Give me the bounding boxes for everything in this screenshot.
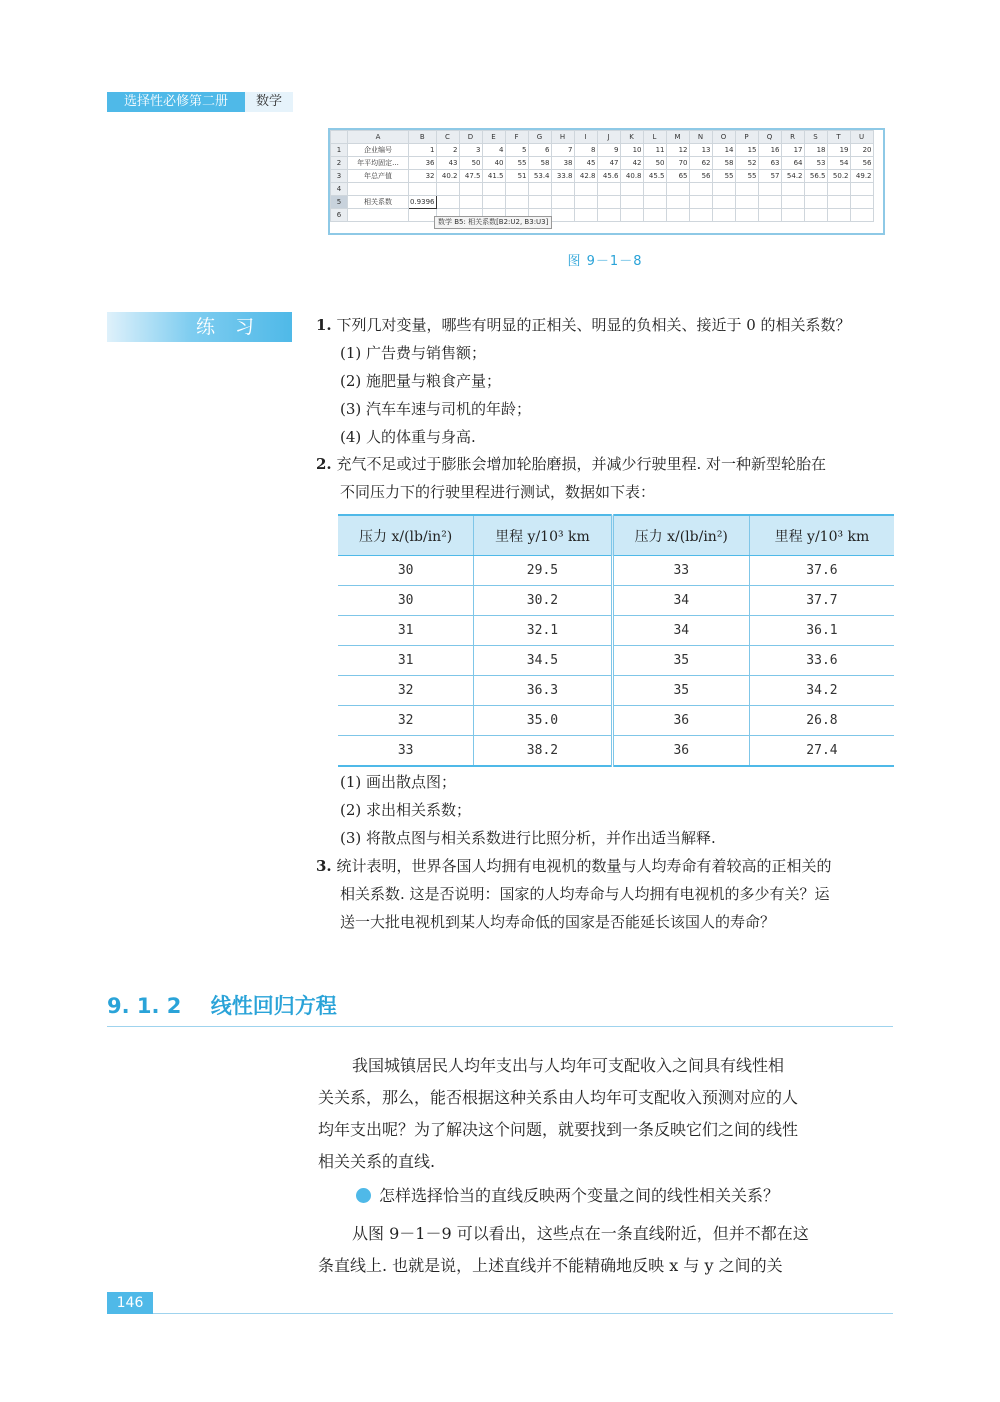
q2-line-1 xyxy=(316,450,826,478)
q3-text-1: 统计表明，世界各国人均拥有电视机的数量与人均寿命有着较高的正相关的 xyxy=(336,857,832,875)
pressure-cell: 36 xyxy=(612,736,749,767)
sheet-cell xyxy=(528,196,551,209)
sheet-cell: 15 xyxy=(735,144,758,157)
sheet-cell: 9 xyxy=(597,144,620,157)
guiding-question xyxy=(356,1180,779,1212)
sheet-cell: 47 xyxy=(597,157,620,170)
sheet-cell: 49.2 xyxy=(850,170,873,183)
sheet-cell: 42.8 xyxy=(574,170,597,183)
sheet-cell: 14 xyxy=(712,144,735,157)
sheet-cell: 7 xyxy=(551,144,574,157)
sheet-cell: 52 xyxy=(735,157,758,170)
pressure-cell: 34 xyxy=(612,586,749,616)
sheet-cell xyxy=(712,209,735,222)
q3-text-3: 送一大批电视机到某人均寿命低的国家是否能延长该国人的寿命？ xyxy=(340,913,776,931)
sheet-cell: 51 xyxy=(505,170,528,183)
header-subject: 数学 xyxy=(245,92,293,112)
para1-line-1: 我国城镇居民人均年支出与人均年可支配收入之间具有线性相 xyxy=(352,1056,785,1075)
sheet-cell xyxy=(712,183,735,196)
q3-number: 3. xyxy=(316,857,332,875)
mileage-cell: 38.2 xyxy=(474,736,612,767)
sheet-cell: 56 xyxy=(689,170,712,183)
sheet-cell: 6 xyxy=(528,144,551,157)
q1-line xyxy=(316,311,851,339)
q1-item-2: (2) 施肥量与粮食产量； xyxy=(340,372,502,390)
sheet-cell xyxy=(643,196,666,209)
pressure-cell: 30 xyxy=(338,586,474,616)
header-pressure-2: 压力 x/(lb/in²) xyxy=(612,515,749,556)
sheet-cell: 32 xyxy=(409,170,437,183)
sheet-col-header: P xyxy=(735,131,758,144)
sheet-col-header: U xyxy=(850,131,873,144)
sheet-cell xyxy=(482,183,505,196)
q1-text: 下列几对变量，哪些有明显的正相关、明显的负相关、接近于 0 的相关系数？ xyxy=(336,316,851,334)
sheet-col-header: N xyxy=(689,131,712,144)
sheet-cell: 50 xyxy=(459,157,482,170)
exercise-label-text: 练习 xyxy=(195,316,274,338)
sheet-cell xyxy=(735,196,758,209)
sheet-cell: 50.2 xyxy=(827,170,850,183)
mileage-cell: 36.1 xyxy=(749,616,894,646)
sheet-cell: 53.4 xyxy=(528,170,551,183)
sheet-cell xyxy=(620,209,643,222)
sheet-cell xyxy=(666,209,689,222)
section-heading xyxy=(107,990,337,1020)
sheet-cell xyxy=(409,209,437,222)
sheet-row-label xyxy=(348,183,409,196)
sheet-col-header: S xyxy=(804,131,827,144)
q2-number: 2. xyxy=(316,455,332,473)
sheet-cell: 1 xyxy=(409,144,437,157)
sheet-row-label: 年总产值 xyxy=(348,170,409,183)
sheet-cell xyxy=(505,196,528,209)
sheet-cell: 10 xyxy=(620,144,643,157)
sheet-col-header: G xyxy=(528,131,551,144)
sheet-cell xyxy=(689,183,712,196)
sheet-col-header: I xyxy=(574,131,597,144)
sheet-cell xyxy=(666,183,689,196)
sheet-cell: 54 xyxy=(827,157,850,170)
sheet-cell xyxy=(666,196,689,209)
sheet-cell: 12 xyxy=(666,144,689,157)
sheet-col-header: K xyxy=(620,131,643,144)
figure-caption: 图 9－1－8 xyxy=(567,254,643,269)
sheet-cell xyxy=(781,209,804,222)
page-number: 146 xyxy=(107,1292,153,1314)
sheet-cell xyxy=(459,183,482,196)
sheet-cell: 4 xyxy=(482,144,505,157)
para1-line-2: 关关系，那么，能否根据这种关系由人均年可支配收入预测对应的人 xyxy=(318,1088,799,1107)
sheet-cell xyxy=(482,196,505,209)
sheet-cell xyxy=(758,209,781,222)
sheet-row-label: 企业编号 xyxy=(348,144,409,157)
table-row xyxy=(338,616,894,646)
mileage-cell: 37.7 xyxy=(749,586,894,616)
spreadsheet-table xyxy=(330,130,874,222)
sheet-col-header xyxy=(331,131,348,144)
mileage-cell: 26.8 xyxy=(749,706,894,736)
sheet-cell: 18 xyxy=(804,144,827,157)
q2-item-1: (1) 画出散点图； xyxy=(340,773,457,791)
sheet-cell: 40.2 xyxy=(436,170,459,183)
mileage-cell: 32.1 xyxy=(474,616,612,646)
sheet-col-header: C xyxy=(436,131,459,144)
sheet-col-header: L xyxy=(643,131,666,144)
sheet-cell xyxy=(689,196,712,209)
mileage-cell: 36.3 xyxy=(474,676,612,706)
pressure-cell: 36 xyxy=(612,706,749,736)
q3-line-1 xyxy=(316,852,831,880)
mileage-cell: 34.5 xyxy=(474,646,612,676)
sheet-cell xyxy=(551,209,574,222)
sheet-col-header: R xyxy=(781,131,804,144)
table-row xyxy=(338,736,894,767)
sheet-cell: 17 xyxy=(781,144,804,157)
header-mileage-2: 里程 y/10³ km xyxy=(749,515,894,556)
sheet-cell xyxy=(409,183,437,196)
sheet-row-label: 相关系数 xyxy=(348,196,409,209)
mileage-cell: 27.4 xyxy=(749,736,894,767)
sheet-cell xyxy=(827,209,850,222)
mileage-cell: 35.0 xyxy=(474,706,612,736)
sheet-cell: 20 xyxy=(850,144,873,157)
pressure-cell: 31 xyxy=(338,646,474,676)
sheet-cell: 50 xyxy=(643,157,666,170)
sheet-cell xyxy=(804,209,827,222)
para2-line-2: 条直线上. 也就是说，上述直线并不能精确地反映 x 与 y 之间的关 xyxy=(318,1256,783,1275)
q1-number: 1. xyxy=(316,316,332,334)
sheet-cell: 5 xyxy=(505,144,528,157)
footer-divider xyxy=(153,1313,893,1314)
q2-item-2: (2) 求出相关系数； xyxy=(340,801,472,819)
sheet-cell: 19 xyxy=(827,144,850,157)
table-row xyxy=(338,706,894,736)
sheet-col-header: H xyxy=(551,131,574,144)
sheet-row-label xyxy=(348,209,409,222)
pressure-cell: 35 xyxy=(612,646,749,676)
section-number: 9. 1. 2 xyxy=(107,994,182,1018)
sheet-cell: 38 xyxy=(551,157,574,170)
sheet-cell: 58 xyxy=(712,157,735,170)
pressure-cell: 33 xyxy=(338,736,474,767)
section-divider xyxy=(107,1026,893,1027)
exercise-label xyxy=(107,312,292,342)
sheet-cell xyxy=(804,196,827,209)
sheet-cell xyxy=(735,209,758,222)
sheet-cell: 55 xyxy=(505,157,528,170)
pressure-cell: 31 xyxy=(338,616,474,646)
sheet-cell: 55 xyxy=(735,170,758,183)
pressure-cell: 30 xyxy=(338,556,474,586)
sheet-cell xyxy=(574,183,597,196)
table-row xyxy=(338,556,894,586)
bullet-dot-icon xyxy=(356,1188,371,1203)
sheet-cell: 8 xyxy=(574,144,597,157)
sheet-cell xyxy=(528,183,551,196)
q2-text-1: 充气不足或过于膨胀会增加轮胎磨损，并减少行驶里程. 对一种新型轮胎在 xyxy=(336,455,826,473)
sheet-col-header: E xyxy=(482,131,505,144)
table-row xyxy=(338,676,894,706)
sheet-cell: 41.5 xyxy=(482,170,505,183)
pressure-cell: 33 xyxy=(612,556,749,586)
para1-line-3: 均年支出呢？为了解决这个问题，就要找到一条反映它们之间的线性 xyxy=(318,1120,799,1139)
sheet-cell xyxy=(597,209,620,222)
sheet-cell: 36 xyxy=(409,157,437,170)
sheet-col-header: B xyxy=(409,131,437,144)
sheet-col-header: O xyxy=(712,131,735,144)
sheet-cell xyxy=(850,209,873,222)
sheet-cell xyxy=(551,196,574,209)
sheet-cell xyxy=(827,196,850,209)
mileage-cell: 33.6 xyxy=(749,646,894,676)
sheet-cell: 70 xyxy=(666,157,689,170)
sheet-cell: 40 xyxy=(482,157,505,170)
sheet-col-header: M xyxy=(666,131,689,144)
sheet-cell xyxy=(436,196,459,209)
sheet-cell xyxy=(643,183,666,196)
sheet-cell xyxy=(781,196,804,209)
sheet-cell xyxy=(459,196,482,209)
formula-tooltip: 数学 B5: 相关系数[B2:U2, B3:U3] xyxy=(434,216,552,229)
mileage-cell: 30.2 xyxy=(474,586,612,616)
para2-line-1: 从图 9－1－9 可以看出，这些点在一条直线附近，但并不都在这 xyxy=(352,1224,809,1243)
sheet-cell xyxy=(505,183,528,196)
sheet-row-header: 1 xyxy=(331,144,348,157)
sheet-cell: 0.9396 xyxy=(409,196,437,209)
sheet-cell: 3 xyxy=(459,144,482,157)
sheet-cell: 57 xyxy=(758,170,781,183)
sheet-cell: 42 xyxy=(620,157,643,170)
sheet-cell xyxy=(758,196,781,209)
pressure-cell: 35 xyxy=(612,676,749,706)
sheet-cell xyxy=(597,183,620,196)
pressure-cell: 32 xyxy=(338,706,474,736)
sheet-col-header: J xyxy=(597,131,620,144)
sheet-col-header: T xyxy=(827,131,850,144)
sheet-cell xyxy=(574,196,597,209)
sheet-cell xyxy=(689,209,712,222)
sheet-cell xyxy=(436,183,459,196)
sheet-row-header: 5 xyxy=(331,196,348,209)
sheet-cell: 43 xyxy=(436,157,459,170)
sheet-cell: 56 xyxy=(850,157,873,170)
sheet-cell: 53 xyxy=(804,157,827,170)
sheet-cell: 45.6 xyxy=(597,170,620,183)
sheet-col-header: F xyxy=(505,131,528,144)
mileage-cell: 37.6 xyxy=(749,556,894,586)
sheet-row-header: 4 xyxy=(331,183,348,196)
sheet-cell xyxy=(850,183,873,196)
pressure-cell: 32 xyxy=(338,676,474,706)
header-book: 选择性必修第二册 xyxy=(107,92,245,112)
guiding-question-text: 怎样选择恰当的直线反映两个变量之间的线性相关关系？ xyxy=(379,1186,780,1205)
sheet-cell: 62 xyxy=(689,157,712,170)
sheet-cell xyxy=(597,196,620,209)
sheet-cell xyxy=(850,196,873,209)
table-row xyxy=(338,586,894,616)
para1-line-4: 相关关系的直线. xyxy=(318,1152,436,1171)
sheet-cell xyxy=(712,196,735,209)
sheet-cell xyxy=(574,209,597,222)
mileage-cell: 34.2 xyxy=(749,676,894,706)
sheet-col-header: A xyxy=(348,131,409,144)
sheet-cell: 40.8 xyxy=(620,170,643,183)
sheet-cell xyxy=(620,183,643,196)
sheet-cell: 45 xyxy=(574,157,597,170)
sheet-row-header: 6 xyxy=(331,209,348,222)
sheet-cell: 58 xyxy=(528,157,551,170)
q2-text-2: 不同压力下的行驶里程进行测试，数据如下表： xyxy=(340,483,656,501)
sheet-cell xyxy=(781,183,804,196)
sheet-col-header: Q xyxy=(758,131,781,144)
header-mileage-1: 里程 y/10³ km xyxy=(474,515,612,556)
spreadsheet-figure xyxy=(328,128,885,235)
sheet-row-header: 2 xyxy=(331,157,348,170)
sheet-cell: 54.2 xyxy=(781,170,804,183)
sheet-cell: 47.5 xyxy=(459,170,482,183)
sheet-cell xyxy=(735,183,758,196)
section-title: 线性回归方程 xyxy=(210,994,337,1018)
sheet-cell xyxy=(551,183,574,196)
sheet-cell xyxy=(827,183,850,196)
sheet-row-label: 年平均固定... xyxy=(348,157,409,170)
sheet-cell: 2 xyxy=(436,144,459,157)
table-row xyxy=(338,646,894,676)
q3-text-2: 相关系数. 这是否说明：国家的人均寿命与人均拥有电视机的多少有关？运 xyxy=(340,885,830,903)
sheet-cell xyxy=(804,183,827,196)
sheet-cell: 33.8 xyxy=(551,170,574,183)
q1-item-1: (1) 广告费与销售额； xyxy=(340,344,487,362)
q2-item-3: (3) 将散点图与相关系数进行比照分析，并作出适当解释. xyxy=(340,829,716,847)
sheet-cell: 16 xyxy=(758,144,781,157)
sheet-cell: 65 xyxy=(666,170,689,183)
sheet-cell xyxy=(643,209,666,222)
sheet-cell: 13 xyxy=(689,144,712,157)
sheet-cell: 11 xyxy=(643,144,666,157)
sheet-cell: 64 xyxy=(781,157,804,170)
sheet-col-header: D xyxy=(459,131,482,144)
sheet-cell xyxy=(758,183,781,196)
pressure-mileage-table xyxy=(338,514,894,767)
q1-item-3: (3) 汽车车速与司机的年龄； xyxy=(340,400,532,418)
sheet-cell xyxy=(620,196,643,209)
sheet-cell: 45.5 xyxy=(643,170,666,183)
header-pressure-1: 压力 x/(lb/in²) xyxy=(338,515,474,556)
sheet-cell: 55 xyxy=(712,170,735,183)
sheet-cell: 63 xyxy=(758,157,781,170)
mileage-cell: 29.5 xyxy=(474,556,612,586)
sheet-row-header: 3 xyxy=(331,170,348,183)
q1-item-4: (4) 人的体重与身高. xyxy=(340,428,476,446)
sheet-cell: 56.5 xyxy=(804,170,827,183)
pressure-cell: 34 xyxy=(612,616,749,646)
